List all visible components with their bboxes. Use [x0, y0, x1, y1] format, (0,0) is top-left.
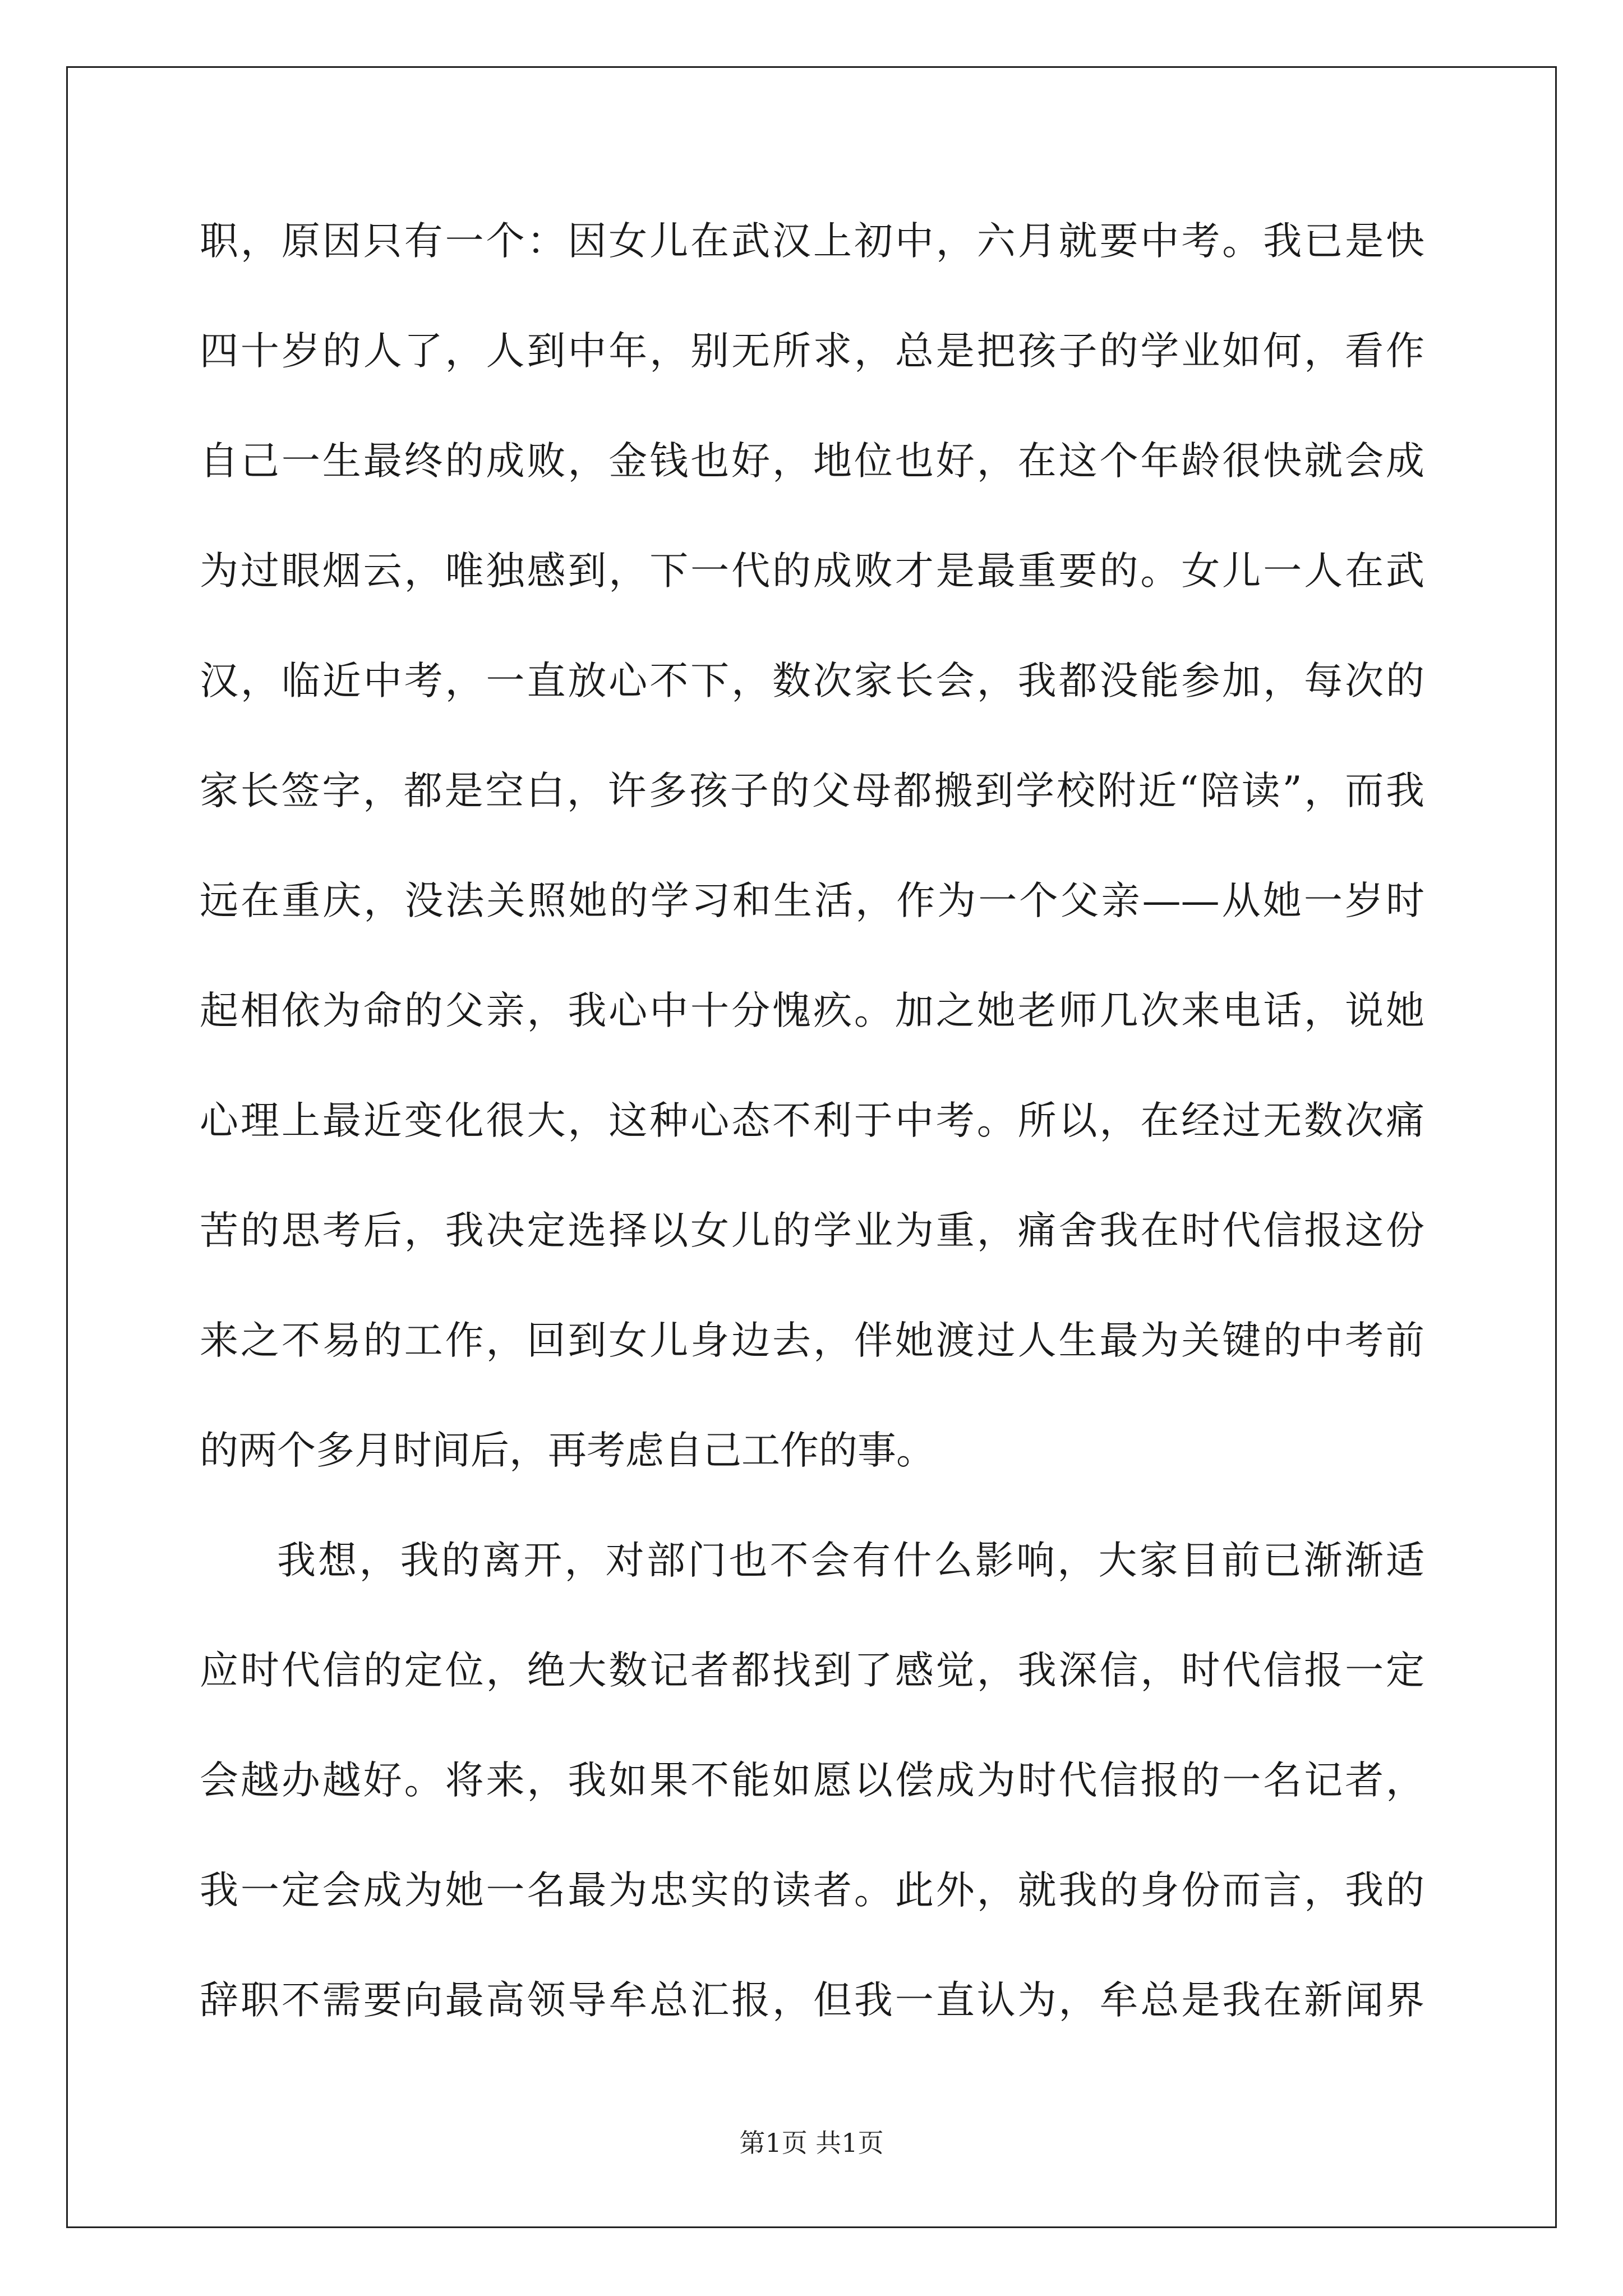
text-line: 四十岁的人了，人到中年，别无所求，总是把孩子的学业如何，看作: [200, 329, 1424, 374]
text-line: 来之不易的工作，回到女儿身边去，伴她渡过人生最为关键的中考前: [200, 1318, 1424, 1363]
text-line: 汉，临近中考，一直放心不下，数次家长会，我都没能参加，每次的: [200, 659, 1424, 703]
text-line: 会越办越好。将来，我如果不能如愿以偿成为时代信报的一名记者，: [200, 1758, 1424, 1803]
page-number-footer: 第1页 共1页: [739, 2128, 884, 2158]
text-line: 苦的思考后，我决定选择以女儿的学业为重，痛舍我在时代信报这份: [200, 1208, 1424, 1253]
text-line: 家长签字，都是空白，许多孩子的父母都搬到学校附近“陪读”，而我: [200, 769, 1424, 813]
document-body: [200, 208, 1424, 2077]
text-line: 为过眼烟云，唯独感到，下一代的成败才是最重要的。女儿一人在武: [200, 549, 1424, 593]
text-line: 远在重庆，没法关照她的学习和生活，作为一个父亲——从她一岁时: [200, 878, 1424, 923]
text-line: 职，原因只有一个：因女儿在武汉上初中，六月就要中考。我已是快: [200, 219, 1424, 264]
text-line: 自己一生最终的成败，金钱也好，地位也好，在这个年龄很快就会成: [200, 439, 1424, 484]
text-line: 应时代信的定位，绝大数记者都找到了感觉，我深信，时代信报一定: [200, 1648, 1424, 1693]
text-line: 心理上最近变化很大，这种心态不利于中考。所以，在经过无数次痛: [200, 1098, 1424, 1143]
text-line: 辞职不需要向最高领导牟总汇报，但我一直认为，牟总是我在新闻界: [200, 1978, 1424, 2023]
text-line: 起相依为命的父亲，我心中十分愧疚。加之她老师几次来电话，说她: [200, 988, 1424, 1033]
text-line: 我想，我的离开，对部门也不会有什么影响，大家目前已渐渐适: [277, 1538, 1424, 1583]
text-line: 我一定会成为她一名最为忠实的读者。此外，就我的身份而言，我的: [200, 1868, 1424, 1913]
text-line: 的两个多月时间后，再考虑自己工作的事。: [200, 1428, 935, 1473]
